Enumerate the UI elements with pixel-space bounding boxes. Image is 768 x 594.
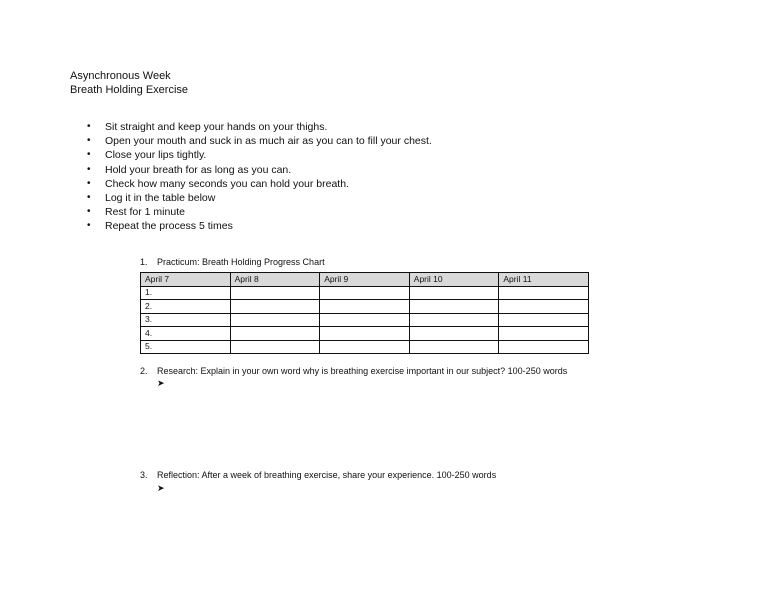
table-cell[interactable]: 5. xyxy=(141,340,231,354)
instruction-text: Repeat the process 5 times xyxy=(105,220,233,233)
table-cell[interactable] xyxy=(320,286,410,300)
instruction-item xyxy=(70,191,432,205)
table-row xyxy=(141,300,589,314)
bullet-icon: • xyxy=(87,149,91,161)
instruction-item xyxy=(70,148,432,162)
instruction-text: Rest for 1 minute xyxy=(105,206,185,219)
bullet-icon: • xyxy=(87,135,91,147)
progress-table xyxy=(140,272,589,354)
column-header: April 8 xyxy=(230,273,320,287)
bullet-icon: • xyxy=(87,177,91,189)
document-subtitle: Breath Holding Exercise xyxy=(70,84,189,96)
bullet-icon: • xyxy=(87,220,91,232)
table-header-row xyxy=(141,273,589,287)
table-cell[interactable] xyxy=(230,286,320,300)
instruction-text: Open your mouth and suck in as much air as you can to fill your chest. xyxy=(105,135,432,148)
table-cell[interactable] xyxy=(320,340,410,354)
column-header: April 7 xyxy=(141,273,231,287)
column-header: April 9 xyxy=(320,273,410,287)
table-cell[interactable] xyxy=(230,313,320,327)
task-number: 1. xyxy=(140,257,148,267)
arrow-bullet-icon: ➤ xyxy=(157,483,165,493)
task-text: Reflection: After a week of breathing exercise, share your experience. 100-250 words xyxy=(157,470,497,480)
task-number: 3. xyxy=(140,470,148,480)
bullet-icon: • xyxy=(87,192,91,204)
table-row xyxy=(141,313,589,327)
table-cell[interactable] xyxy=(230,300,320,314)
instruction-item xyxy=(70,134,432,148)
table-cell[interactable]: 4. xyxy=(141,327,231,341)
instruction-item xyxy=(70,205,432,219)
column-header: April 10 xyxy=(409,273,499,287)
table-cell[interactable] xyxy=(230,327,320,341)
document-title: Asynchronous Week xyxy=(70,70,171,82)
table-cell[interactable] xyxy=(499,313,589,327)
task-number: 2. xyxy=(140,366,148,376)
bullet-icon: • xyxy=(87,163,91,175)
table-cell[interactable] xyxy=(320,313,410,327)
table-cell[interactable] xyxy=(409,327,499,341)
table-row xyxy=(141,327,589,341)
table-cell[interactable] xyxy=(499,300,589,314)
table-cell[interactable]: 1. xyxy=(141,286,231,300)
table-cell[interactable] xyxy=(320,300,410,314)
instruction-text: Sit straight and keep your hands on your thighs. xyxy=(105,121,328,133)
table-cell[interactable] xyxy=(409,286,499,300)
table-cell[interactable] xyxy=(409,300,499,314)
table-cell[interactable]: 2. xyxy=(141,300,231,314)
task-text: Research: Explain in your own word why is breathing exercise important in our subject? 100-250 words xyxy=(157,366,568,376)
instruction-text: Log it in the table below xyxy=(105,192,216,205)
instruction-list xyxy=(70,120,432,234)
table-row xyxy=(141,286,589,300)
task-text: Practicum: Breath Holding Progress Chart xyxy=(157,257,325,267)
instruction-item xyxy=(70,219,432,233)
bullet-icon: • xyxy=(87,206,91,218)
instruction-item xyxy=(70,163,432,177)
instruction-text: Check how many seconds you can hold your breath. xyxy=(105,177,349,190)
table-cell[interactable] xyxy=(499,340,589,354)
table-cell[interactable] xyxy=(320,327,410,341)
column-header: April 11 xyxy=(499,273,589,287)
instruction-text: Hold your breath for as long as you can. xyxy=(105,163,292,176)
bullet-icon: • xyxy=(87,121,91,132)
table-cell[interactable] xyxy=(499,286,589,300)
table-cell[interactable] xyxy=(499,327,589,341)
instruction-item xyxy=(70,120,432,134)
table-cell[interactable]: 3. xyxy=(141,313,231,327)
document-header xyxy=(70,69,188,97)
table-cell[interactable] xyxy=(409,313,499,327)
table-cell[interactable] xyxy=(409,340,499,354)
instruction-text: Close your lips tightly. xyxy=(105,149,207,162)
table-row xyxy=(141,340,589,354)
instruction-item xyxy=(70,177,432,191)
arrow-bullet-icon: ➤ xyxy=(157,378,165,388)
table-cell[interactable] xyxy=(230,340,320,354)
